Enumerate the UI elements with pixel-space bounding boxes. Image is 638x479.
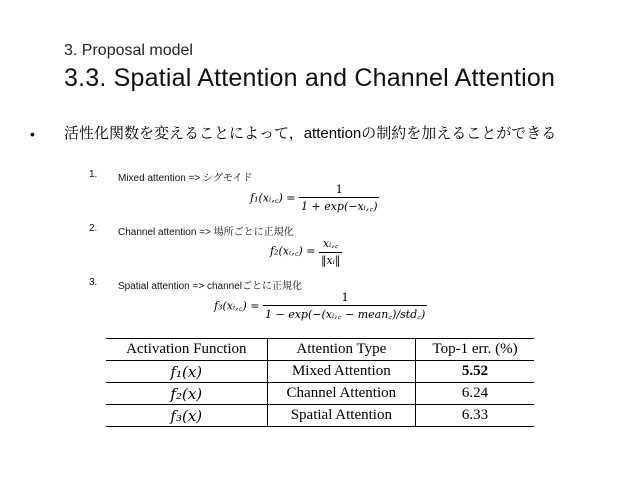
table-row xyxy=(106,361,534,383)
table-cell: Channel Attention xyxy=(267,383,416,405)
table-cell: f₃(x) xyxy=(106,405,267,427)
formula-fraction xyxy=(299,183,379,214)
section-heading: 3. Proposal model xyxy=(64,42,193,59)
table-cell: f₂(x) xyxy=(106,383,267,405)
list-number: 3. xyxy=(89,277,98,288)
results-table xyxy=(106,338,534,427)
table-cell: Spatial Attention xyxy=(267,405,416,427)
formula-spatial-norm xyxy=(214,291,427,322)
list-item-text: Mixed attention => シグモイド xyxy=(118,173,253,184)
list-number: 2. xyxy=(89,223,98,234)
list-number: 1. xyxy=(89,169,98,180)
formula-lhs: f₁(xᵢ,꜀) = xyxy=(250,191,296,205)
table-cell: f₁(x) xyxy=(106,361,267,383)
table-cell: 5.52 xyxy=(461,363,489,379)
table-row xyxy=(106,405,534,427)
formula-denominator: ‖xᵢ‖ xyxy=(321,254,341,267)
list-item-text: Channel attention => 場所ごとに正規化 xyxy=(118,227,294,238)
bullet-marker: • xyxy=(30,126,35,142)
table-row xyxy=(106,383,534,405)
formula-sigmoid xyxy=(250,183,379,214)
formula-numerator: xᵢ,꜀ xyxy=(322,237,339,250)
table-cell: 6.33 xyxy=(461,407,489,423)
formula-numerator: 1 xyxy=(341,291,349,304)
column-header: Top-1 err. (%) xyxy=(432,341,518,357)
formula-denominator: 1 + exp(−xᵢ,꜀) xyxy=(299,197,379,214)
formula-channel-norm xyxy=(270,236,342,267)
table-cell: Mixed Attention xyxy=(267,361,416,383)
formula-lhs: f₃(xᵢ,꜀) = xyxy=(214,299,260,313)
column-header: Attention Type xyxy=(267,339,416,361)
formula-denominator: 1 − exp(−(xᵢ,꜀ − mean꜀)/std꜀) xyxy=(263,305,427,322)
formula-fraction xyxy=(263,291,427,322)
list-item-text: Spatial attention => channelごとに正規化 xyxy=(118,281,302,292)
column-header: Activation Function xyxy=(106,339,267,361)
formula-fraction xyxy=(319,236,342,267)
formula-lhs: f₂(xᵢ,꜀) = xyxy=(270,244,316,258)
bullet-text: 活性化関数を変えることによって，attentionの制約を加えることができる xyxy=(64,125,557,142)
table-cell: 6.24 xyxy=(461,385,489,401)
formula-numerator: 1 xyxy=(335,183,343,196)
table-header-row xyxy=(106,339,534,361)
slide-title: 3.3. Spatial Attention and Channel Attention xyxy=(64,64,556,92)
